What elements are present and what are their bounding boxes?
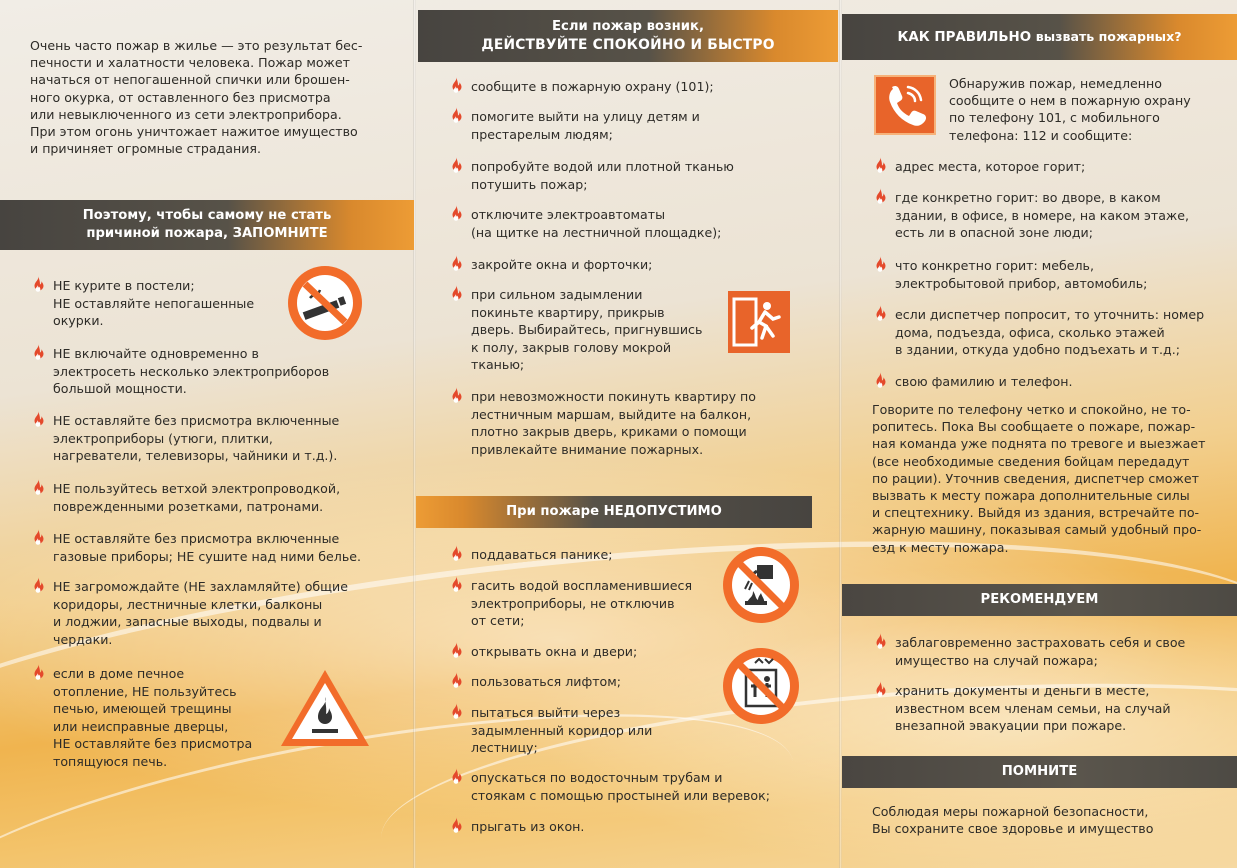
call-intro: Обнаружив пожар, немедленно сообщите о нем в пожарную охрану по телефону 101, с мобильного телефона: 112 и сообщите: — [949, 76, 1191, 143]
list-item — [28, 480, 398, 515]
list-item-text: прыгать из окон. — [471, 819, 585, 834]
list-item — [28, 665, 278, 771]
flame-icon — [28, 410, 48, 430]
list-item — [870, 682, 1230, 735]
flame-icon — [870, 255, 890, 275]
flammable-warning-sign-icon — [278, 667, 372, 749]
list-item-text: попробуйте водой или плотной тканью потушить пожар; — [471, 159, 734, 192]
list-item — [28, 277, 288, 330]
flame-icon — [870, 304, 890, 324]
list-item-text: НЕ курите в постели; НЕ оставляйте непогашенные окурки. — [53, 278, 255, 329]
list-item-text: отключите электроавтоматы (на щитке на лестничной площадке); — [471, 207, 722, 240]
call-advice-paragraph: Говорите по телефону четко и спокойно, не то- ропитесь. Пока Вы сообщаете о пожаре, пожар- ная команда уже поднята по тревоге и выезжает (все необходимые сведения бойцам передадут по рации). Уточнив сведения, диспетчер сможет вызвать к месту пожара дополнительные силы и спецтехнику. Выйдя из здания, встречайте по- жарную машину, показывая самый удобный про- езд к месту пожара. — [872, 402, 1206, 555]
flame-icon — [870, 680, 890, 700]
list-item — [870, 373, 1230, 391]
list-item-text: хранить документы и деньги в месте, известном всем членам семьи, на случай внезапной эвакуации при пожаре. — [895, 683, 1171, 734]
section-header-forbidden — [416, 496, 812, 528]
list-item-text: при невозможности покинуть квартиру по лестничным маршам, выйдите на балкон, плотно закрыв дверь, криками о помощи привлекайте внимание пожарных. — [471, 389, 756, 457]
header-line — [897, 28, 1181, 47]
flame-icon — [446, 767, 466, 787]
list-item-text: помогите выйти на улицу детям и престарелым людям; — [471, 109, 700, 142]
list-item — [446, 78, 826, 96]
list-item-text: НЕ загромождайте (НЕ захламляйте) общие коридоры, лестничные клетки, балконы и лоджии, запасные выходы, подвалы и чердаки. — [53, 579, 348, 647]
section-header-remember — [0, 200, 414, 250]
flame-icon — [28, 576, 48, 596]
flame-icon — [870, 187, 890, 207]
list-item — [446, 546, 746, 564]
closing-text: Соблюдая меры пожарной безопасности, Вы сохраните свое здоровье и имущество — [872, 804, 1154, 837]
panel-prevention — [0, 0, 414, 868]
list-item — [870, 634, 1230, 669]
header-rest: вызвать пожарных? — [1035, 28, 1182, 44]
flame-icon — [446, 575, 466, 595]
list-item-text: НЕ включайте одновременно в электросеть несколько электроприборов большой мощности. — [53, 346, 330, 397]
list-item — [28, 345, 398, 398]
list-item — [446, 673, 746, 691]
list-item-text: если в доме печное отопление, НЕ пользуйтесь печью, имеющей трещины или неисправные дверцы, НЕ оставляйте без присмотра топящуюся печь. — [53, 666, 253, 769]
header-line: При пожаре НЕДОПУСТИМО — [506, 504, 722, 519]
header-emphasis: КАК ПРАВИЛЬНО — [897, 29, 1032, 45]
list-item-text: открывать окна и двери; — [471, 644, 638, 659]
list-item — [446, 818, 746, 836]
list-item-text: сообщите в пожарную охрану (101); — [471, 79, 714, 94]
list-item — [870, 158, 1230, 176]
flame-icon — [446, 204, 466, 224]
flame-icon — [446, 106, 466, 126]
flame-icon — [446, 671, 466, 691]
header-line: ПОМНИТЕ — [1001, 764, 1078, 779]
header-line: Если пожар возник, — [552, 19, 704, 34]
header-line: РЕКОМЕНДУЕМ — [980, 592, 1099, 607]
list-item — [446, 206, 826, 241]
header-line: Поэтому, чтобы самому не стать — [82, 208, 332, 223]
no-water-on-electrical-sign-icon — [721, 545, 801, 625]
list-item-text: пользоваться лифтом; — [471, 674, 621, 689]
section-header-recommend — [842, 584, 1237, 616]
flame-icon — [446, 254, 466, 274]
list-item-text: опускаться по водосточным трубам и стоякам с помощью простыней или веревок; — [471, 770, 770, 803]
list-item — [446, 769, 836, 804]
list-item — [870, 189, 1230, 242]
phone-icon — [874, 75, 936, 135]
intro-paragraph: Очень часто пожар в жилье — это результат бес- печности и халатности человека. Пожар может начаться от непогашенной спички или брошен- ного окурка, от оставленного без присмотра или невыключенного из сети электроприбора. При этом огонь уничтожает нажитое имущество и причиняет огромные страдания. — [30, 38, 363, 157]
header-line: причиной пожара, ЗАПОМНИТЕ — [86, 226, 328, 241]
list-item — [446, 704, 746, 757]
header-line: ДЕЙСТВУЙТЕ СПОКОЙНО И БЫСТРО — [481, 37, 775, 53]
list-item-text: НЕ оставляйте без присмотра включенные газовые приборы; НЕ сушите над ними белье. — [53, 531, 362, 564]
flame-icon — [446, 284, 466, 304]
list-item-text: заблаговременно застраховать себя и свое имущество на случай пожара; — [895, 635, 1186, 668]
section-header-act — [418, 10, 838, 62]
flame-icon — [28, 528, 48, 548]
no-elevator-sign-icon — [721, 646, 801, 726]
list-item — [446, 286, 726, 374]
list-item-text: пытаться выйти через задымленный коридор или лестницу; — [471, 705, 653, 756]
list-item — [28, 530, 408, 565]
list-item-text: где конкретно горит: во дворе, в каком здании, в офисе, в номере, на каком этаже, есть ли в опасной зоне люди; — [895, 190, 1190, 241]
flame-icon — [28, 275, 48, 295]
flame-icon — [446, 156, 466, 176]
emergency-exit-sign-icon — [728, 291, 790, 353]
flame-icon — [870, 371, 890, 391]
list-item-text: НЕ пользуйтесь ветхой электропроводкой, поврежденными розетками, патронами. — [53, 481, 341, 514]
list-item-text: если диспетчер попросит, то уточнить: номер дома, подъезда, офиса, сколько этажей в здании, откуда удобно подъехать и т.д.; — [895, 307, 1205, 358]
flame-icon — [446, 816, 466, 836]
list-item-text: закройте окна и форточки; — [471, 257, 653, 272]
list-item-text: поддаваться панике; — [471, 547, 613, 562]
list-item — [446, 256, 826, 274]
list-item — [446, 388, 836, 458]
flame-icon — [446, 702, 466, 722]
no-smoking-sign-icon — [286, 264, 364, 342]
flame-icon — [28, 663, 48, 683]
list-item-text: что конкретно горит: мебель, электробытовой прибор, автомобиль; — [895, 258, 1148, 291]
list-item-text: свою фамилию и телефон. — [895, 374, 1073, 389]
list-item-text: адрес места, которое горит; — [895, 159, 1086, 174]
flame-icon — [446, 641, 466, 661]
list-item — [446, 643, 746, 661]
list-item — [870, 257, 1230, 292]
section-header-remember-final — [842, 756, 1237, 788]
flame-icon — [28, 478, 48, 498]
list-item-text: НЕ оставляйте без присмотра включенные электроприборы (утюги, плитки, нагреватели, телевизоры, чайники и т.д.). — [53, 413, 340, 464]
flame-icon — [446, 544, 466, 564]
section-header-how-to-call — [842, 14, 1237, 60]
list-item-text: при сильном задымлении покиньте квартиру, прикрыв дверь. Выбирайтесь, пригнувшись к полу, закрыв голову мокрой тканью; — [471, 287, 703, 373]
list-item — [870, 306, 1235, 359]
panel-actions — [416, 0, 840, 868]
list-item — [28, 578, 398, 648]
list-item — [446, 158, 826, 193]
list-item — [28, 412, 398, 465]
flame-icon — [28, 343, 48, 363]
list-item-text: гасить водой воспламенившиеся электроприборы, не отключив от сети; — [471, 578, 693, 629]
flame-icon — [870, 156, 890, 176]
list-item — [446, 108, 826, 143]
flame-icon — [446, 76, 466, 96]
flame-icon — [870, 632, 890, 652]
flame-icon — [446, 386, 466, 406]
list-item — [446, 577, 746, 630]
